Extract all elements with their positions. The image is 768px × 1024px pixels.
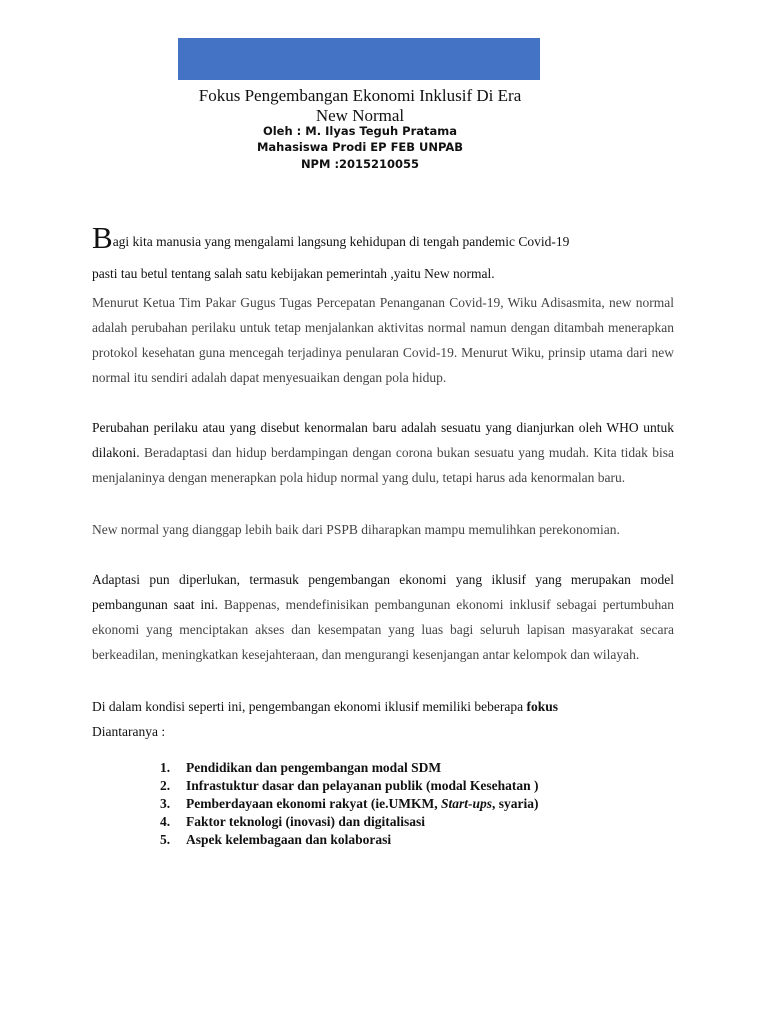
paragraph-new-normal-definition: Menurut Ketua Tim Pakar Gugus Tugas Percepatan Penanganan Covid-19, Wiku Adisasmita, new normal adalah perubahan perilaku untuk tetap menjalankan aktivitas normal namun dengan ditambah menerapkan protokol kesehatan guna mencegah terjadinya penularan Covid-19. Menurut Wiku, prinsip utama dari new normal itu sendiri adalah dapat menyesuaikan dengan pola hidup.	[92, 295, 674, 385]
intro-line2: pasti tau betul tentang salah satu kebijakan pemerintah ,yaitu New normal.	[92, 266, 495, 281]
npm-line: NPM :2015210055	[300, 157, 420, 171]
paragraph-focus-tail: Diantaranya :	[92, 724, 166, 739]
list-item	[160, 795, 680, 813]
focus-list	[160, 759, 680, 849]
document-title-line2: New Normal	[315, 106, 405, 125]
document-title-line1: Fokus Pengembangan Ekonomi Inklusif Di Era	[198, 86, 522, 105]
paragraph-pspb: New normal yang dianggap lebih baik dari PSPB diharapkan mampu memulihkan perekonomian.	[92, 522, 620, 537]
list-item-text: Faktor teknologi (inovasi) dan digitalisasi	[186, 814, 426, 829]
paragraph-behavior-change-part1: Perubahan perilaku atau yang disebut kenormalan baru adalah sesuatu yang dianjurkan oleh WHO untuk dilakoni.	[92, 420, 674, 460]
list-item	[160, 759, 680, 777]
list-item-text: Pemberdayaan ekonomi rakyat (ie.UMKM,	[186, 796, 441, 811]
paragraph-behavior-change	[92, 415, 674, 490]
list-item-text: Aspek kelembagaan dan kolaborasi	[186, 832, 392, 847]
paragraph-focus-bold: fokus	[526, 699, 559, 714]
paragraph-focus-intro	[92, 694, 674, 744]
list-item-number: 4.	[160, 814, 171, 829]
list-item-number: 2.	[160, 778, 171, 793]
intro-line1-text: agi kita manusia yang mengalami langsung kehidupan di tengah pandemic Covid-19	[112, 234, 570, 249]
list-item-text: Pendidikan dan pengembangan modal SDM	[186, 760, 442, 775]
list-item-text: Infrastuktur dasar dan pelayanan publik (modal Kesehatan )	[186, 778, 539, 793]
program-line: Mahasiswa Prodi EP FEB UNPAB	[256, 140, 464, 154]
list-item	[160, 831, 680, 849]
list-item	[160, 777, 680, 795]
list-item-number: 5.	[160, 832, 171, 847]
paragraph-focus-intro-text: Di dalam kondisi seperti ini, pengembangan ekonomi iklusif memiliki beberapa	[92, 699, 527, 714]
list-item-number: 3.	[160, 796, 171, 811]
paragraph-behavior-change-part2: Beradaptasi dan hidup berdampingan dengan corona bukan sesuatu yang mudah. Kita tidak bisa menjalaninya dengan menerapkan pola hidup normal yang dulu, tetapi harus ada kenormalan baru.	[92, 445, 674, 485]
paragraph-adaptation-part2: Bappenas, mendefinisikan pembangunan ekonomi inklusif sebagai pertumbuhan ekonomi yang menciptakan akses dan kesempatan yang luas bagi seluruh lapisan masyarakat secara berkeadilan, meningkatkan kesejahteraan, dan mengurangi kesenjangan antar kelompok dan wilayah.	[92, 597, 674, 662]
paragraph-adaptation-part1: Adaptasi pun diperlukan, termasuk pengembangan ekonomi yang iklusif yang merupakan model pembangunan saat ini.	[92, 572, 674, 612]
list-item-number: 1.	[160, 760, 171, 775]
list-item-text-tail: , syaria)	[492, 796, 539, 811]
header-color-bar	[178, 38, 540, 80]
list-item	[160, 813, 680, 831]
author-line: Oleh : M. Ilyas Teguh Pratama	[262, 124, 458, 138]
list-item-italic: Start-ups	[440, 796, 492, 811]
paragraph-adaptation	[92, 567, 674, 667]
intro-line1	[92, 222, 682, 253]
drop-cap: B	[92, 220, 113, 255]
